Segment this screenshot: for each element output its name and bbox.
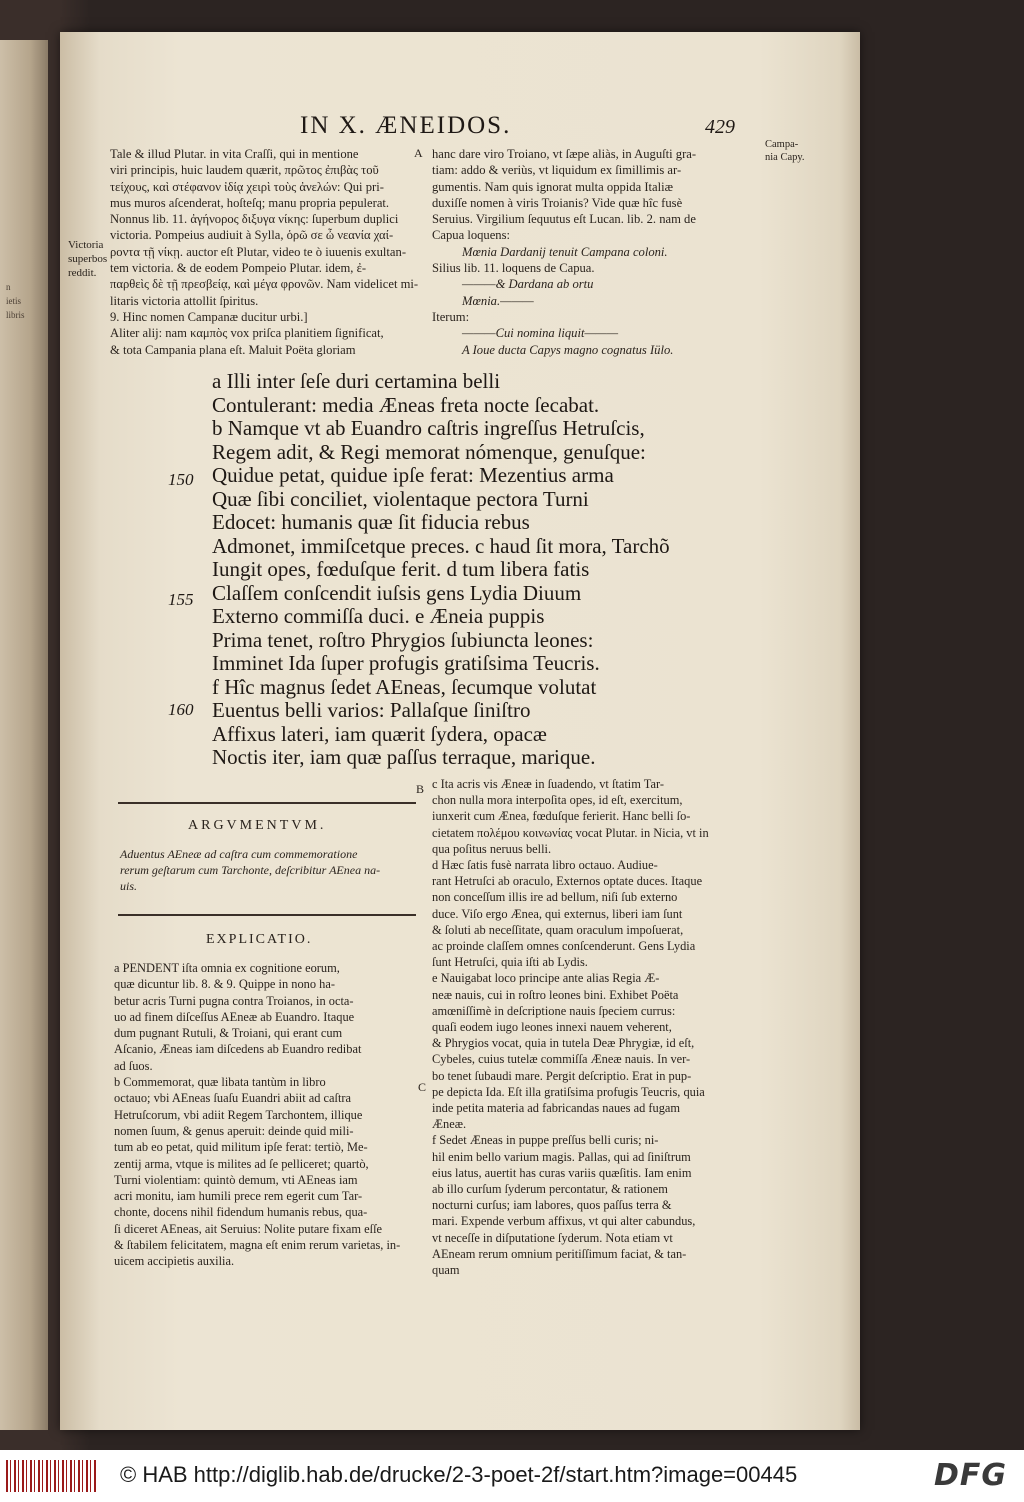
commentary-line: viri principis, huic laudem quærit, πρῶτος ἐπιβὰς τοῦ (110, 163, 379, 178)
explicatio-line: f Sedet Æneas in puppe preſſus belli curis; ni- (432, 1133, 659, 1148)
left-page-edge (0, 40, 48, 1430)
explicatio-line: hil enim bello varium magis. Pallas, qui ad ſiniſtrum (432, 1149, 691, 1164)
explicatio-line: Turni violentiam: quintò demum, vti AEneas iam (114, 1172, 358, 1187)
commentary-line: tem victoria. & de eodem Pompeio Plutar. idem, ἐ- (110, 261, 367, 276)
explicatio-line: vt neceſſe in diſputatione ſyderum. Nota etiam vt (432, 1230, 673, 1245)
argumentum-line: rerum geſtarum cum Tarchonte, deſcribitur AEnea na- (120, 863, 381, 877)
explicatio-line: acri monitu, iam humili prece rem egerit cum Tar- (114, 1189, 363, 1204)
commentary-line: Mœnia Dardanij tenuit Campana coloni. (462, 244, 668, 259)
explicatio-line: a PENDENT iſta omnia ex cognitione eorum, (114, 961, 340, 975)
explicatio-line: betur acris Turni pugna contra Troianos, in octa- (114, 993, 354, 1008)
left-margin-line: n (6, 282, 11, 292)
commentary-line: litaris victoria attollit ſpiritus. (110, 293, 259, 308)
explicatio-line: Hetruſcorum, vbi adiit Regem Tarchontem, illique (114, 1107, 363, 1122)
explicatio-line: octauo; vbi AEneas ſuaſu Euandri abiit ad caſtra (114, 1091, 352, 1106)
verse-line: Imminet Ida ſuper profugis gratiſsima Teucris. (212, 651, 600, 675)
explicatio-line: e Nauigabat loco principe ante alias Regia Æ- (432, 971, 660, 986)
explicatio-line: nomen ſuum, & genus aperuit: deinde quid mili- (114, 1123, 354, 1138)
margin-note-line: superbos (68, 253, 108, 265)
verse-line: Prima tenet, roſtro Phrygios ſubiuncta leones: (212, 627, 594, 652)
verse-line: Affixus lateri, iam quærit ſydera, opacæ (212, 721, 547, 746)
footer-bar (0, 1450, 1024, 1502)
explicatio-line: inde petita materia ad fabricandas naues ad fugam (432, 1101, 681, 1116)
explicatio-line: mari. Expende verbum affixus, vt qui alter cabundus, (432, 1214, 696, 1229)
explicatio-line: dum pugnant Rutuli, & Troiani, qui erant cum (114, 1026, 343, 1041)
explicatio-line: qua poſitus neruus belli. (432, 841, 552, 856)
verse-number: 150 (168, 470, 194, 489)
commentary-line: & tota Campania plana eſt. Maluit Poëta gloriam (110, 342, 356, 357)
commentary-line: duxiſſe nomen à viris Troianis? Vide quæ hîc fusè (432, 195, 683, 210)
commentary-line: victoria. Pompeius audiuit à Sylla, ὁρῶ σε ὦ νεανία χαί- (110, 228, 394, 243)
commentary-line: 9. Hinc nomen Campanæ ducitur urbi.] (110, 309, 308, 324)
footer-credit[interactable]: © HAB http://diglib.hab.de/drucke/2-3-poet-2f/start.htm?image=00445 (120, 1462, 798, 1487)
explicatio-line: ſunt Hetruſci, quia iſti ab Lydis. (432, 955, 588, 970)
left-page-margin-text (6, 280, 25, 322)
column-letter-c: C (418, 1080, 427, 1094)
argumentum-line: Aduentus AEneæ ad caſtra cum commemoratione (120, 847, 358, 861)
commentary-line: παρθεὶς δὲ τῇ πρεσβείᾳ, καὶ μέγα φρονῶν. Nam videlicet mi- (110, 277, 419, 292)
left-margin-line: ietis (6, 296, 21, 306)
explicatio-line: quæ dicuntur lib. 8. & 9. Quippe in nono ha- (114, 977, 335, 992)
commentary-line: Mœnia.——— (462, 293, 534, 308)
commentary-right-top (432, 146, 696, 358)
explicatio-line: b Commemorat, quæ libata tantùm in libro (114, 1075, 326, 1090)
verse-line: Quæ ſibi conciliet, violentaque pectora Turni (212, 486, 589, 511)
commentary-left-top (110, 146, 418, 358)
explicatio-line: & Phrygios vocat, quia in tutela Deæ Phrygiæ, id eſt, (432, 1036, 695, 1051)
dfg-logo: DFG (934, 1458, 1008, 1493)
explicatio-line: eius latus, auertit has curas variis quæſitis. Iam enim (432, 1165, 692, 1180)
column-letter-a: A (414, 146, 423, 160)
explicatio-line: ſi diceret AEneas, ait Seruius: Nolite putare fixam eſſe (114, 1221, 383, 1236)
argumentum-line: uis. (120, 879, 138, 893)
commentary-line: Aliter alij: nam καμπὸς vox priſca planitiem ſignificat, (110, 326, 384, 341)
verse-line: Iungit opes, fœduſque ferit. d tum libera fatis (212, 557, 590, 581)
explicatio-line: chon nulla mora interpoſita opes, id eſt, exercitum, (432, 793, 683, 808)
side-note-line: nia Capy. (765, 152, 805, 163)
commentary-line: hanc dare viro Troiano, vt ſæpe aliàs, in Auguſti gra- (432, 147, 697, 161)
explicatio-left (114, 960, 400, 1270)
verse-number: 160 (168, 700, 194, 719)
commentary-line: Nonnus lib. 11. ἀγήνορος διξυγα νίκης: ſuperbum duplici (110, 212, 399, 227)
commentary-line: τείχους, καὶ στέφανον ἰδίᾳ χειρὶ τοὺς ἀνελών: Qui pri- (110, 179, 384, 194)
verse-line: Noctis iter, iam quæ paſſus terraque, marique. (212, 745, 596, 769)
verse-line: Admonet, immiſcetque preces. c haud ſit mora, Tarchõ (212, 533, 670, 558)
explicatio-line: Æneæ. (432, 1117, 467, 1132)
explicatio-line: pe depicta Ida. Eſt illa gratiſsima profugis Teucris, quia (432, 1084, 705, 1099)
explicatio-line: ac proinde claſſem omnes conſcenderunt. Gens Lydia (432, 939, 696, 954)
explicatio-line: Aſcanio, Æneas iam diſcedens ab Euandro redibat (114, 1042, 362, 1057)
explicatio-line: amœniſſimè in deſcriptione nauis ſpeciem currus: (432, 1003, 676, 1018)
side-note-right (765, 138, 825, 164)
margin-note-line: reddit. (68, 267, 97, 279)
verse-number: 155 (168, 590, 194, 609)
explicatio-line: iunxerit cum Ænea, fœduſque ferierit. Hanc belli ſo- (432, 809, 691, 824)
barcode-logo (6, 1460, 96, 1492)
argumentum-text (120, 846, 380, 894)
margin-note-left (68, 238, 107, 280)
verse-line: Quidue petat, quidue ipſe ferat: Mezentius arma (212, 463, 614, 487)
page-number: 429 (705, 116, 735, 138)
explicatio-line: quam (432, 1263, 460, 1278)
explicatio-line: Cybeles, cuius tutelæ commiſſa Æneæ nauis. In ver- (432, 1052, 691, 1067)
commentary-line: ———& Dardana ab ortu (462, 277, 594, 292)
commentary-line: ροντα τῇ νίκῃ. auctor eſt Plutar, video te ò iuuenis exultan- (110, 244, 407, 259)
explicatio-line: nocturni curſus; iam labores, quos paſſus terra & (432, 1198, 672, 1213)
commentary-line: gumentis. Nam quis ignorat multa oppida Italiæ (432, 179, 673, 194)
argumentum-heading: ARGVMENTVM. (188, 818, 327, 833)
verse-line: Contulerant: media Æneas freta nocte ſecabat. (212, 392, 600, 417)
explicatio-line: uicem accipietis auxilia. (114, 1254, 235, 1269)
explicatio-line: ab illo curſum ſyderum percontatur, & rationem (432, 1182, 668, 1197)
explicatio-line: non conceſſum illis ire ad bellum, niſi ſub externo (432, 890, 678, 905)
commentary-line: Silius lib. 11. loquens de Capua. (432, 261, 595, 276)
side-note-line: Campa- (765, 139, 799, 150)
commentary-line: tiam: addo & veriùs, vt liquidum ex ſimillimis ar- (432, 163, 682, 178)
explicatio-line: bo tenet ſubaudi mare. Pergit deſcriptio. Erat in pup- (432, 1068, 692, 1083)
commentary-line: ———Cui nomina liquit——— (462, 326, 619, 341)
explicatio-line: & ſtabilem felicitatem, magna eſt enim rerum varietas, in- (114, 1238, 401, 1253)
verse-line: Regem adit, & Regi memorat nómenque, genuſque: (212, 439, 646, 464)
verse-line: a Illi inter ſeſe duri certamina belli (212, 369, 501, 393)
commentary-line: Seruius. Virgilium ſequutus eſt Lucan. lib. 2. nam de (432, 212, 696, 227)
explicatio-line: cietatem πολέμου κοινωνίας vocat Plutar. in Nicia, vt in (432, 825, 709, 840)
rule-divider (118, 914, 416, 916)
explicatio-heading: EXPLICATIO. (206, 932, 313, 947)
commentary-line: A Ioue ducta Capys magno cognatus Iülo. (462, 342, 674, 357)
verse-line: Edocet: humanis quæ ſit fiducia rebus (212, 510, 530, 534)
column-letter-b: B (416, 782, 425, 796)
explicatio-line: neæ nauis, cui in roſtro leones bini. Exhibet Poëta (432, 987, 679, 1002)
explicatio-line: c Ita acris vis Æneæ in ſuadendo, vt ſtatim Tar- (432, 777, 664, 791)
explicatio-line: tum ab eo petat, quid militum ipſe ferat: tertiò, Me- (114, 1140, 368, 1155)
explicatio-line: uo ad finem diſceſſus AEneæ ab Euandro. Itaque (114, 1009, 355, 1024)
verse-line: Euentus belli varios: Pallaſque ſiniſtro (212, 698, 531, 722)
margin-note-line: Victoria (68, 239, 104, 251)
verse-line: Claſſem conſcendit iuſsis gens Lydia Diuum (212, 580, 582, 605)
explicatio-line: quaſi eodem iugo leones innexi nauem veherent, (432, 1020, 672, 1035)
verse-line: b Namque vt ab Euandro caſtris ingreſſus Hetruſcis, (212, 416, 645, 440)
commentary-line: Capua loquens: (432, 228, 510, 243)
running-head: IN X. ÆNEIDOS. (300, 112, 512, 139)
explicatio-line: d Hæc ſatis fusè narrata libro octauo. Audiue- (432, 858, 658, 873)
verse-line: Externo commiſſa duci. e Æneia puppis (212, 604, 545, 628)
commentary-line: Tale & illud Plutar. in vita Craſſi, qui in mentione (110, 147, 359, 161)
explicatio-line: rant Hetruſci ab oraculo, Externos optate duces. Itaque (432, 874, 703, 889)
rule-divider (118, 802, 416, 804)
explicatio-line: duce. Viſo ergo Ænea, qui externus, liberi iam ſunt (432, 906, 683, 921)
explicatio-line: & ſoluti ab neceſſitate, quam oraculum impoſuerat, (432, 922, 684, 937)
commentary-line: mus muros aſcenderat, hoſteſq; manu propria pepulerat. (110, 195, 390, 210)
verse-line: f Hîc magnus ſedet AEneas, ſecumque volutat (212, 674, 597, 699)
commentary-line: Iterum: (432, 309, 470, 324)
explicatio-line: chonte, docens nihil fidendum humanis rebus, qua- (114, 1205, 368, 1220)
verse-block (212, 370, 670, 770)
explicatio-line: AEneam rerum omnium peritiſſimum faciat, & tan- (432, 1246, 687, 1261)
explicatio-right (432, 776, 709, 1278)
left-margin-line: libris (6, 310, 25, 320)
explicatio-line: zentij arma, vtque is milites ad ſe pelliceret; quartò, (114, 1156, 369, 1171)
explicatio-line: ad ſuos. (114, 1058, 153, 1073)
